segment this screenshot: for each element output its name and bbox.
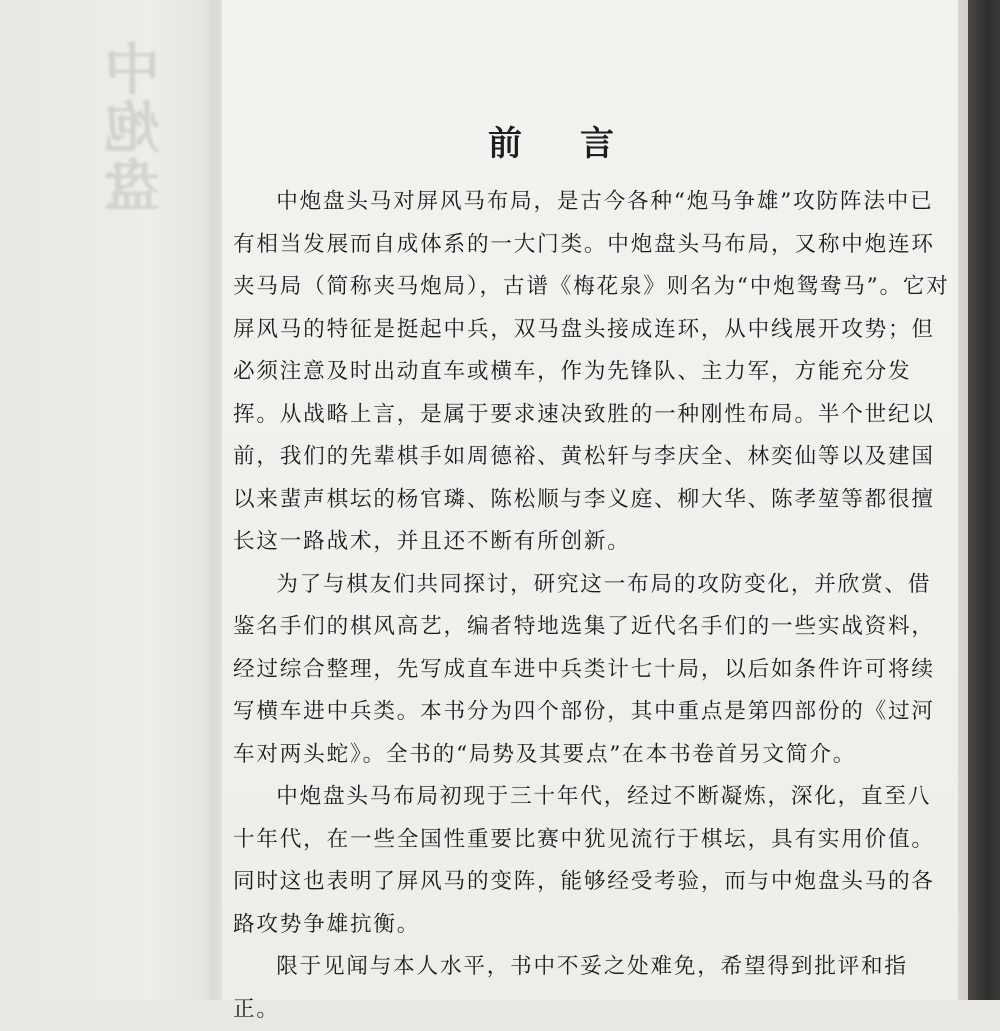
book-cover-edge xyxy=(968,0,1000,1000)
paragraph: 中炮盘头马对屏风马布局，是古今各种“炮马争雄”攻防阵法中已有相当发展而自成体系的一大门类。中炮盘头马布局，又称中炮连环夹马局（简称夹马炮局），古谱《梅花泉》则名为“中炮鸳鸯马”。它对屏风马的特征是挺起中兵，双马盘头接成连环，从中线展开攻势；但必须注意及时出动直车或横车，作为先锋队、主力军，方能充分发挥。从战略上言，是属于要求速决致胜的一种刚性布局。半个世纪以前，我们的先辈棋手如周德裕、黄松轩与李庆全、林奕仙等以及建国以来蜚声棋坛的杨官璘、陈松顺与李义庭、柳大华、陈孝堃等都很擅长这一路战术，并且还不断有所创新。 xyxy=(233,189,950,554)
paragraph: 中炮盘头马布局初现于三十年代，经过不断凝炼，深化，直至八十年代，在一些全国性重要比赛中犹见流行于棋坛，具有实用价值。同时这也表明了屏风马的变阵，能够经受考验，而与中炮盘头马的各路攻势争雄抗衡。 xyxy=(233,784,935,937)
paragraph: 限于见闻与本人水平，书中不妥之处难免，希望得到批评和指正。 xyxy=(233,954,908,1022)
preface-body xyxy=(233,181,953,1031)
paragraph: 为了与棋友们共同探讨，研究这一布局的攻防变化，并欣赏、借鉴名手们的棋风高艺，编者特地选集了近代名手们的一些实战资料，经过综合整理，先写成直车进中兵类计七十局，以后如条件许可将续写横车进中兵类。本书分为四个部份，其中重点是第四部份的《过河车对两头蛇》。全书的“局势及其要点”在本书卷首另文简介。 xyxy=(233,571,935,767)
left-page xyxy=(0,0,214,1000)
bleed-through-text: 中炮盘 xyxy=(103,40,169,214)
page-title: 前言 xyxy=(488,124,672,164)
